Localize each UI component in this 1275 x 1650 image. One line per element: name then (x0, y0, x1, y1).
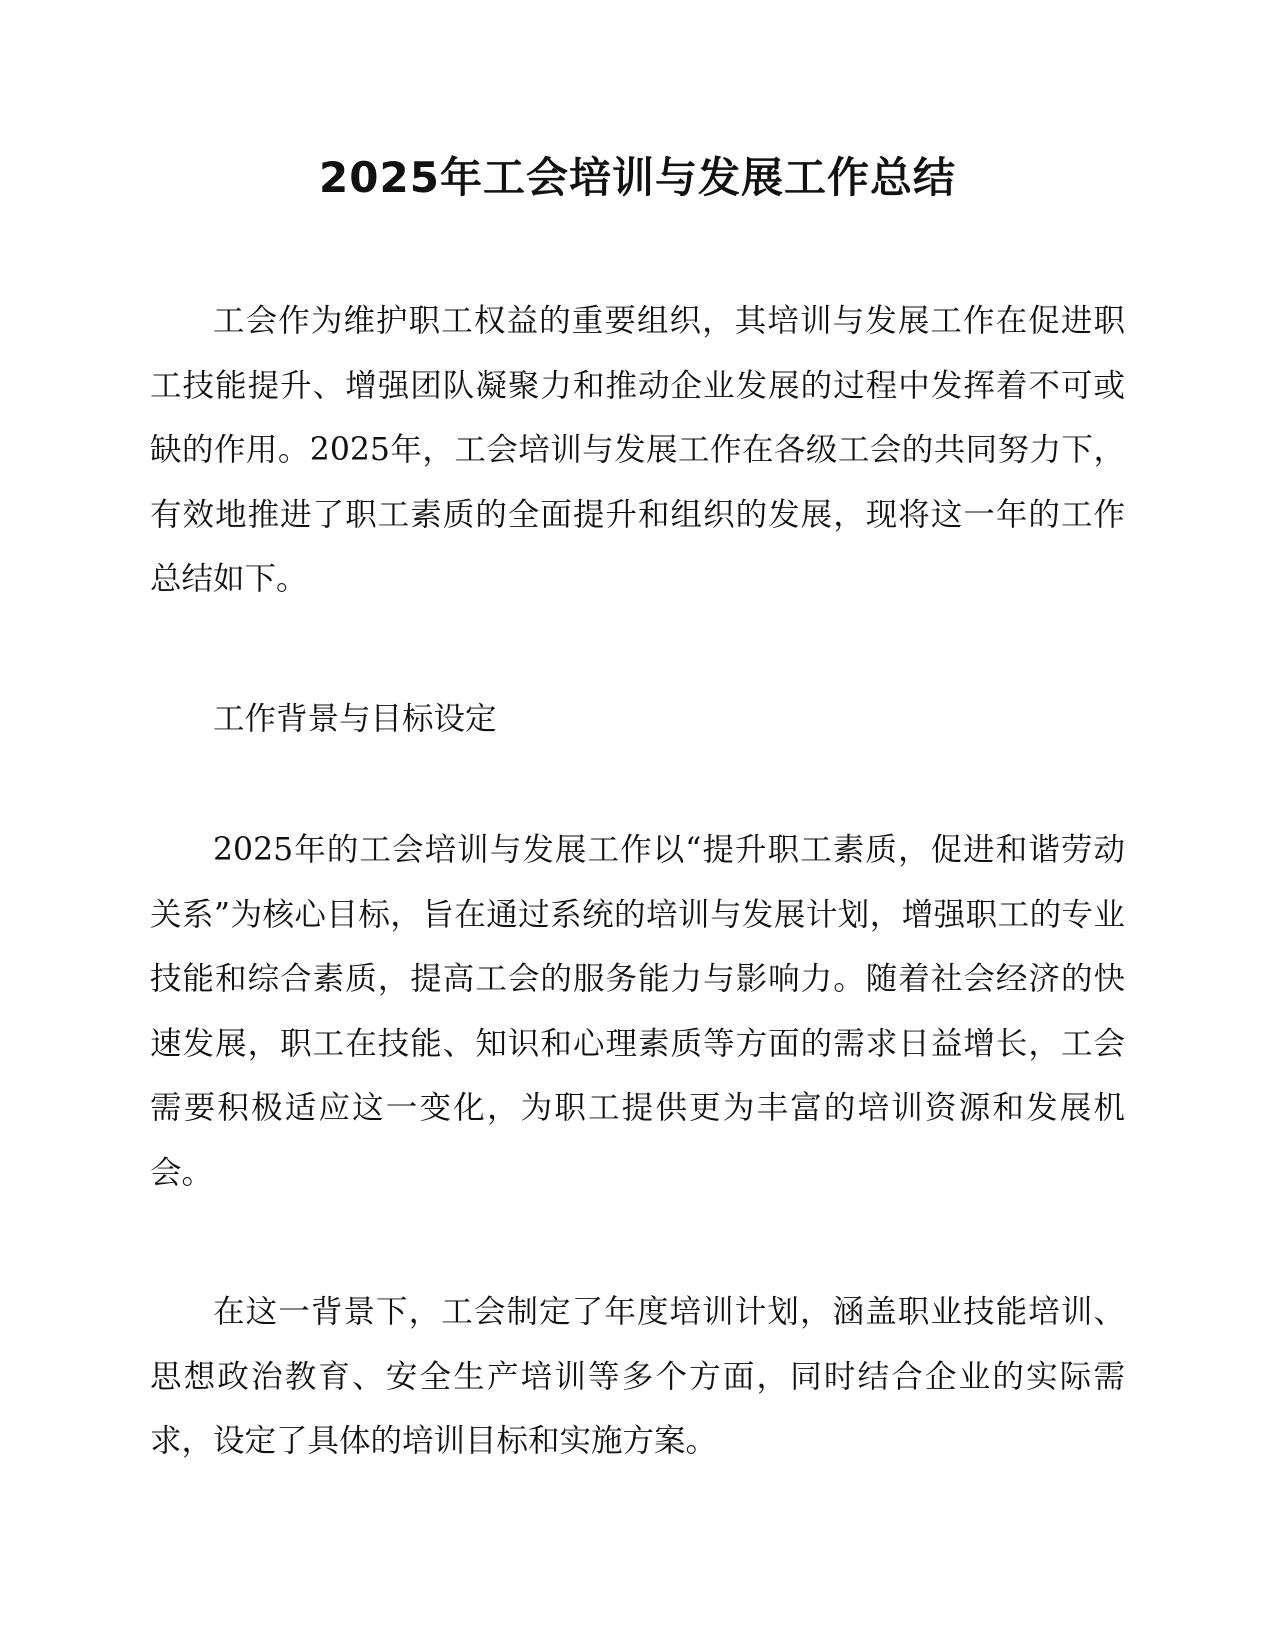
plan-paragraph: 在这一背景下，工会制定了年度培训计划，涵盖职业技能培训、思想政治教育、安全生产培训等多个方面，同时结合企业的实际需求，设定了具体的培训目标和实施方案。 (150, 1294, 1125, 1459)
background-paragraph: 2025年的工会培训与发展工作以“提升职工素质，促进和谐劳动关系”为核心目标，旨在通过系统的培训与发展计划，增强职工的专业技能和综合素质，提高工会的服务能力与影响力。随着社会经济的快速发展，职工在技能、知识和心理素质等方面的需求日益增长，工会需要积极适应这一变化，为职工提供更为丰富的培训资源和发展机会。 (150, 832, 1125, 1191)
page-title: 2025年工会培训与发展工作总结 (319, 153, 956, 202)
section-heading: 工作背景与目标设定 (213, 701, 497, 737)
intro-paragraph: 工会作为维护职工权益的重要组织，其培训与发展工作在促进职工技能提升、增强团队凝聚力和推动企业发展的过程中发挥着不可或缺的作用。2025年，工会培训与发展工作在各级工会的共同努力下，有效地推进了职工素质的全面提升和组织的发展，现将这一年的工作总结如下。 (150, 303, 1125, 597)
